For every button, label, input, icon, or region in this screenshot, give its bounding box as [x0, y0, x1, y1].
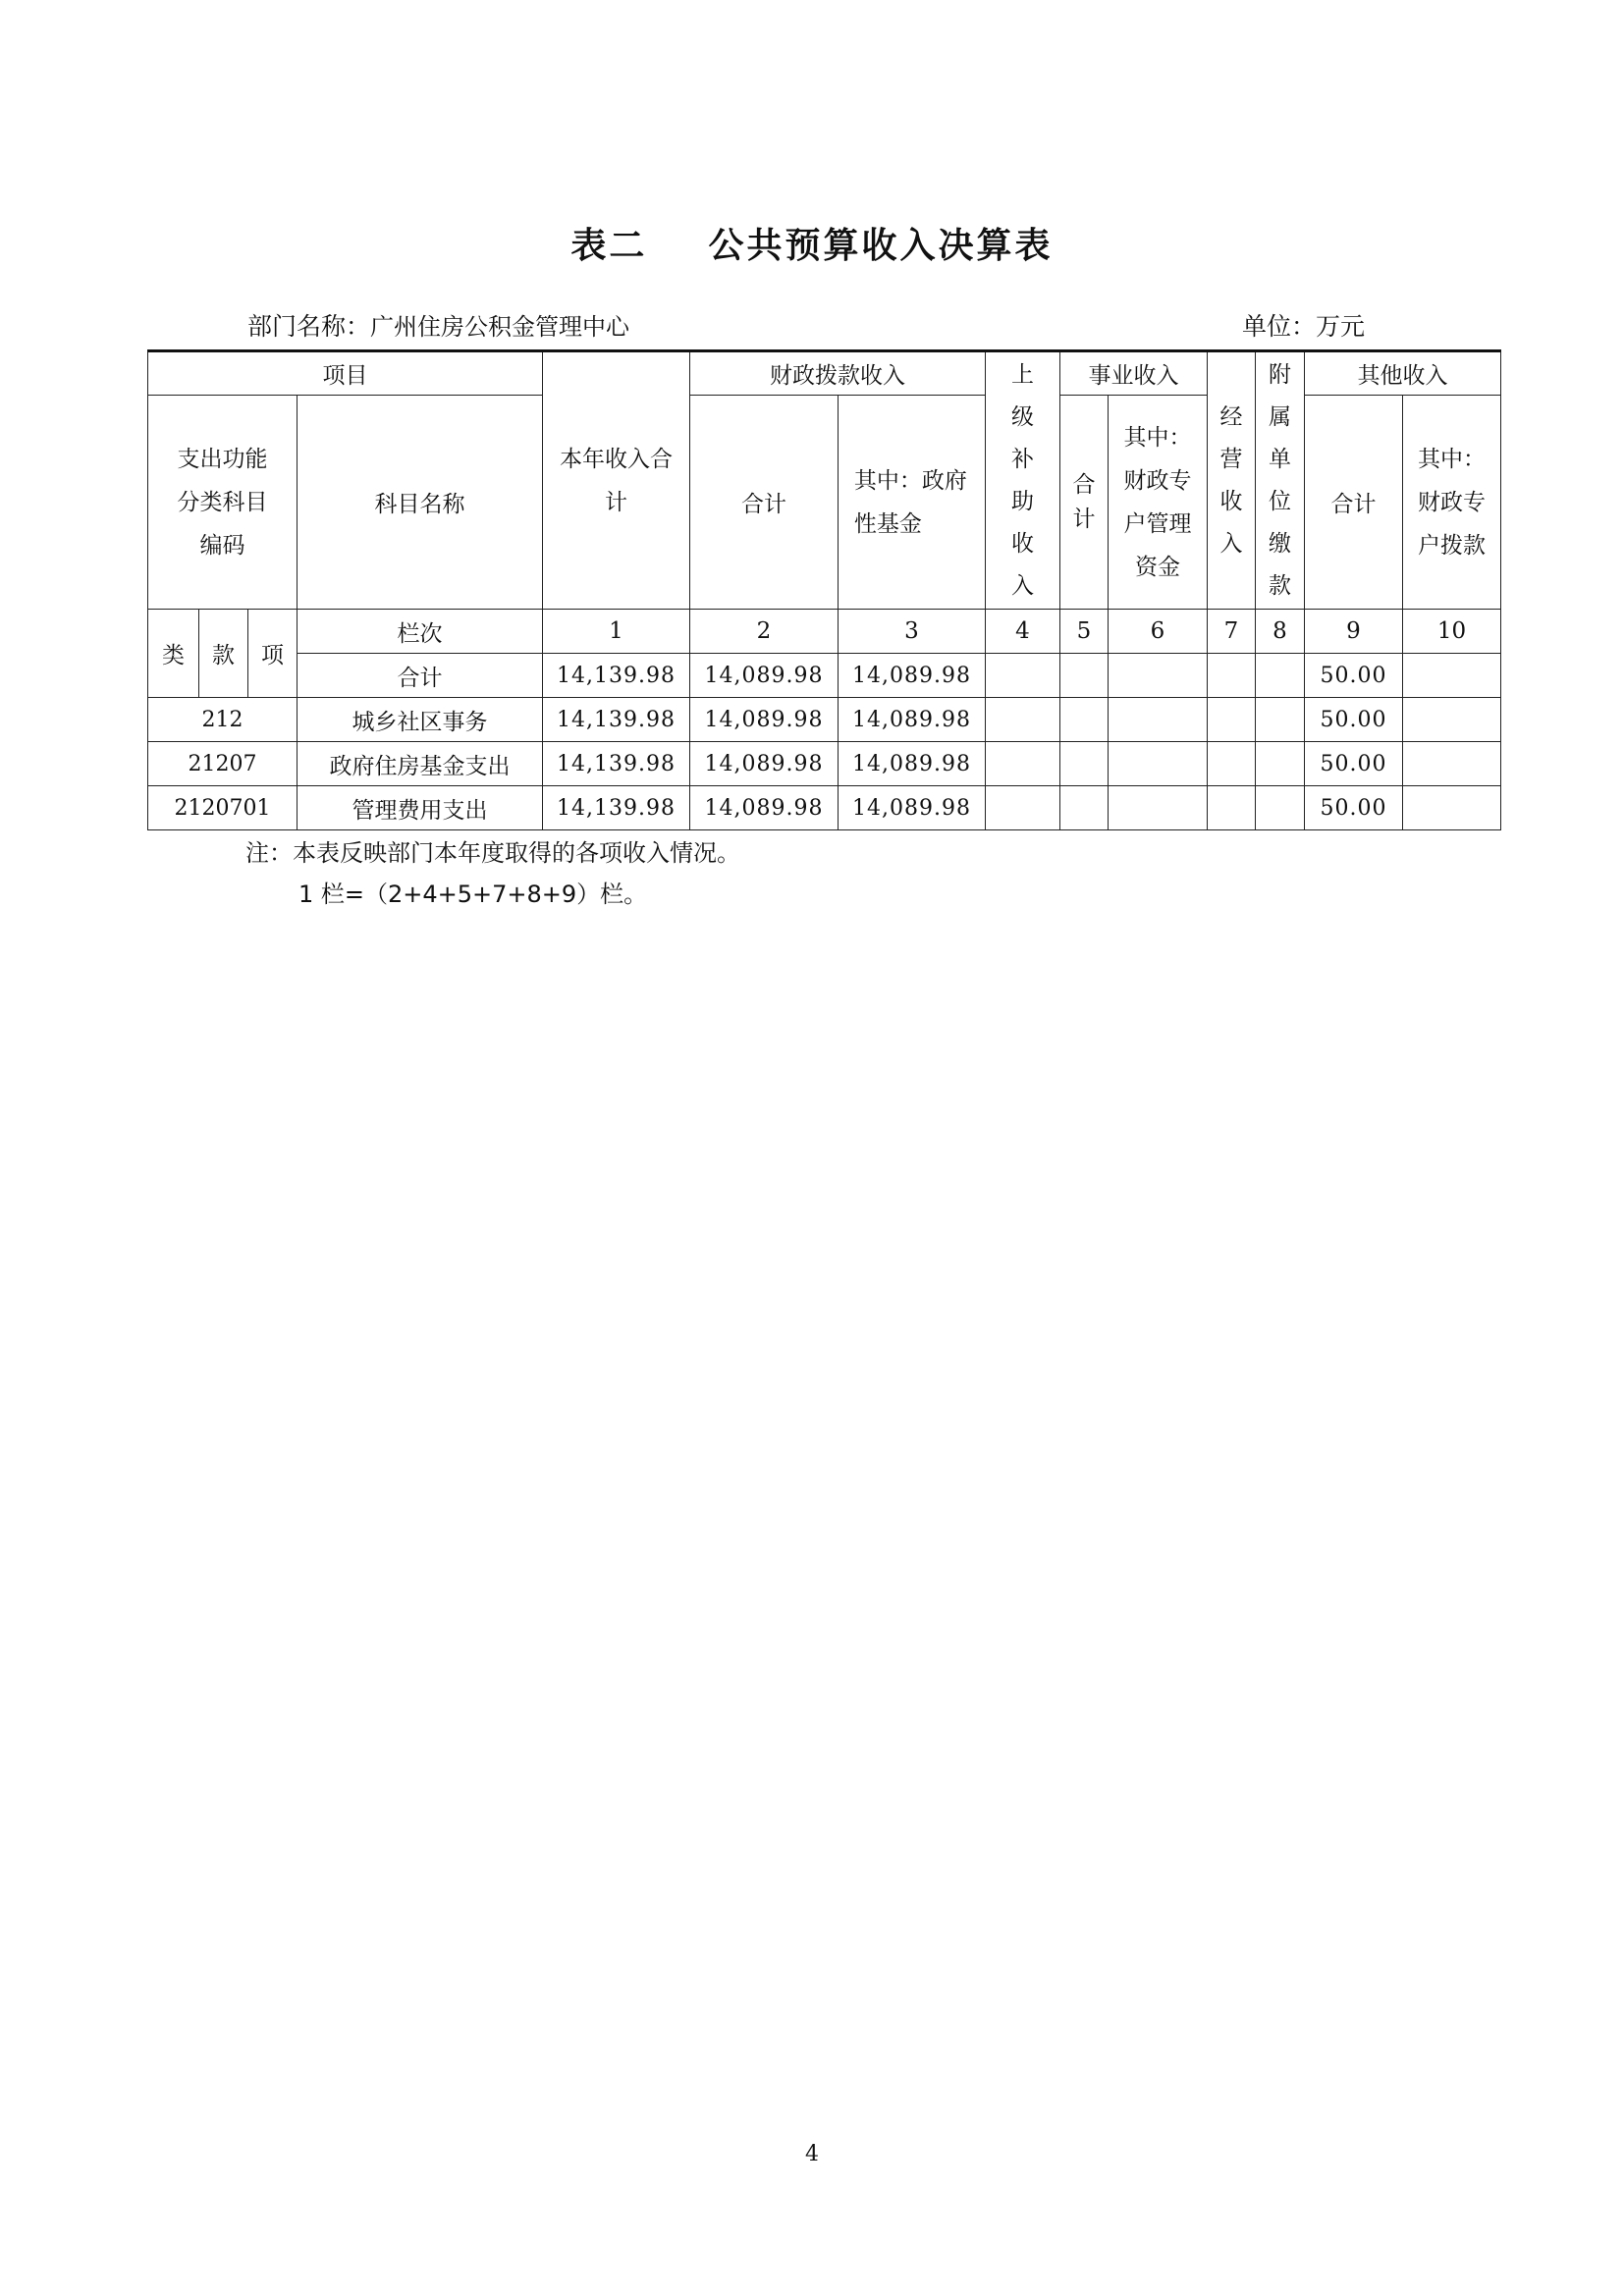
header-other-group: 其他收入 [1305, 351, 1501, 396]
header-row-1 [148, 351, 1501, 396]
row-value: 14,139.98 [543, 742, 690, 786]
header-code: 支出功能分类科目编码 [148, 396, 298, 610]
row-value [1256, 698, 1305, 742]
header-subject-name: 科目名称 [298, 396, 543, 610]
table-row [148, 742, 1501, 786]
row-value [1256, 742, 1305, 786]
header-affiliated-payment: 附属单位缴款 [1256, 351, 1305, 610]
row-value [1109, 742, 1208, 786]
table-row [148, 698, 1501, 742]
header-kuan: 款 [199, 610, 248, 698]
row-name: 政府住房基金支出 [298, 742, 543, 786]
row-value: 14,089.98 [690, 698, 839, 742]
page-number: 4 [805, 2142, 819, 2166]
row-value: 14,089.98 [690, 654, 839, 698]
header-fiscal-total: 合计 [690, 396, 839, 610]
header-business-total: 合计 [1060, 396, 1109, 610]
row-value [1109, 786, 1208, 830]
column-number: 2 [690, 610, 839, 654]
row-value [1403, 698, 1501, 742]
row-code: 21207 [148, 742, 298, 786]
column-number: 1 [543, 610, 690, 654]
row-value [1109, 654, 1208, 698]
row-value: 50.00 [1305, 742, 1403, 786]
row-value [986, 742, 1060, 786]
header-superior-subsidy: 上级补助收入 [986, 351, 1060, 610]
header-lei: 类 [148, 610, 199, 698]
column-number: 8 [1256, 610, 1305, 654]
row-name: 合计 [298, 654, 543, 698]
department-label: 部门名称： [247, 312, 371, 341]
row-value [1109, 698, 1208, 742]
department-name: 广州住房公积金管理中心 [370, 313, 630, 341]
header-business-group: 事业收入 [1060, 351, 1208, 396]
row-value [1403, 742, 1501, 786]
note-line-2: 1 栏=（2+4+5+7+8+9）栏。 [298, 881, 648, 908]
header-other-total: 合计 [1305, 396, 1403, 610]
row-value [1208, 786, 1256, 830]
row-value [1060, 786, 1109, 830]
row-value: 14,139.98 [543, 698, 690, 742]
row-value: 14,139.98 [543, 786, 690, 830]
header-operating-income: 经营收入 [1208, 351, 1256, 610]
header-fiscal-gov-fund: 其中：政府性基金 [839, 396, 986, 610]
row-value [1256, 786, 1305, 830]
department-line [247, 307, 629, 343]
header-xiang: 项 [248, 610, 298, 698]
row-name: 管理费用支出 [298, 786, 543, 830]
header-business-special: 其中：财政专户管理资金 [1109, 396, 1208, 610]
row-value [1060, 698, 1109, 742]
row-name: 城乡社区事务 [298, 698, 543, 742]
column-number: 3 [839, 610, 986, 654]
row-value: 50.00 [1305, 786, 1403, 830]
row-value: 50.00 [1305, 654, 1403, 698]
row-value [986, 698, 1060, 742]
row-value: 14,089.98 [839, 698, 986, 742]
unit-label: 单位：万元 [1242, 312, 1366, 341]
column-number: 9 [1305, 610, 1403, 654]
row-value: 50.00 [1305, 698, 1403, 742]
table-row [148, 654, 1501, 698]
row-value: 14,089.98 [839, 786, 986, 830]
row-value [1060, 742, 1109, 786]
header-fiscal-group: 财政拨款收入 [690, 351, 986, 396]
row-value [1060, 654, 1109, 698]
row-code: 2120701 [148, 786, 298, 830]
row-value [1403, 654, 1501, 698]
row-value [1208, 742, 1256, 786]
header-item: 项目 [148, 351, 543, 396]
row-value: 14,139.98 [543, 654, 690, 698]
row-value: 14,089.98 [839, 654, 986, 698]
row-value [1208, 698, 1256, 742]
column-number: 4 [986, 610, 1060, 654]
column-number: 5 [1060, 610, 1109, 654]
note-line-1: 注：本表反映部门本年度取得的各项收入情况。 [245, 839, 740, 867]
row-value [1208, 654, 1256, 698]
row-value [1403, 786, 1501, 830]
column-number: 6 [1109, 610, 1208, 654]
page-title: 表二 公共预算收入决算表 [570, 225, 1054, 266]
table-row [148, 786, 1501, 830]
row-value: 14,089.98 [690, 742, 839, 786]
column-label: 栏次 [298, 610, 543, 654]
table-notes [245, 832, 740, 915]
header-other-special: 其中：财政专户拨款 [1403, 396, 1501, 610]
row-value: 14,089.98 [839, 742, 986, 786]
row-code: 212 [148, 698, 298, 742]
column-number-row [148, 610, 1501, 654]
row-value [1256, 654, 1305, 698]
column-number: 10 [1403, 610, 1501, 654]
budget-income-table [147, 349, 1501, 830]
row-value [986, 654, 1060, 698]
column-number: 7 [1208, 610, 1256, 654]
header-total-income: 本年收入合计 [543, 351, 690, 610]
row-value [986, 786, 1060, 830]
row-value: 14,089.98 [690, 786, 839, 830]
